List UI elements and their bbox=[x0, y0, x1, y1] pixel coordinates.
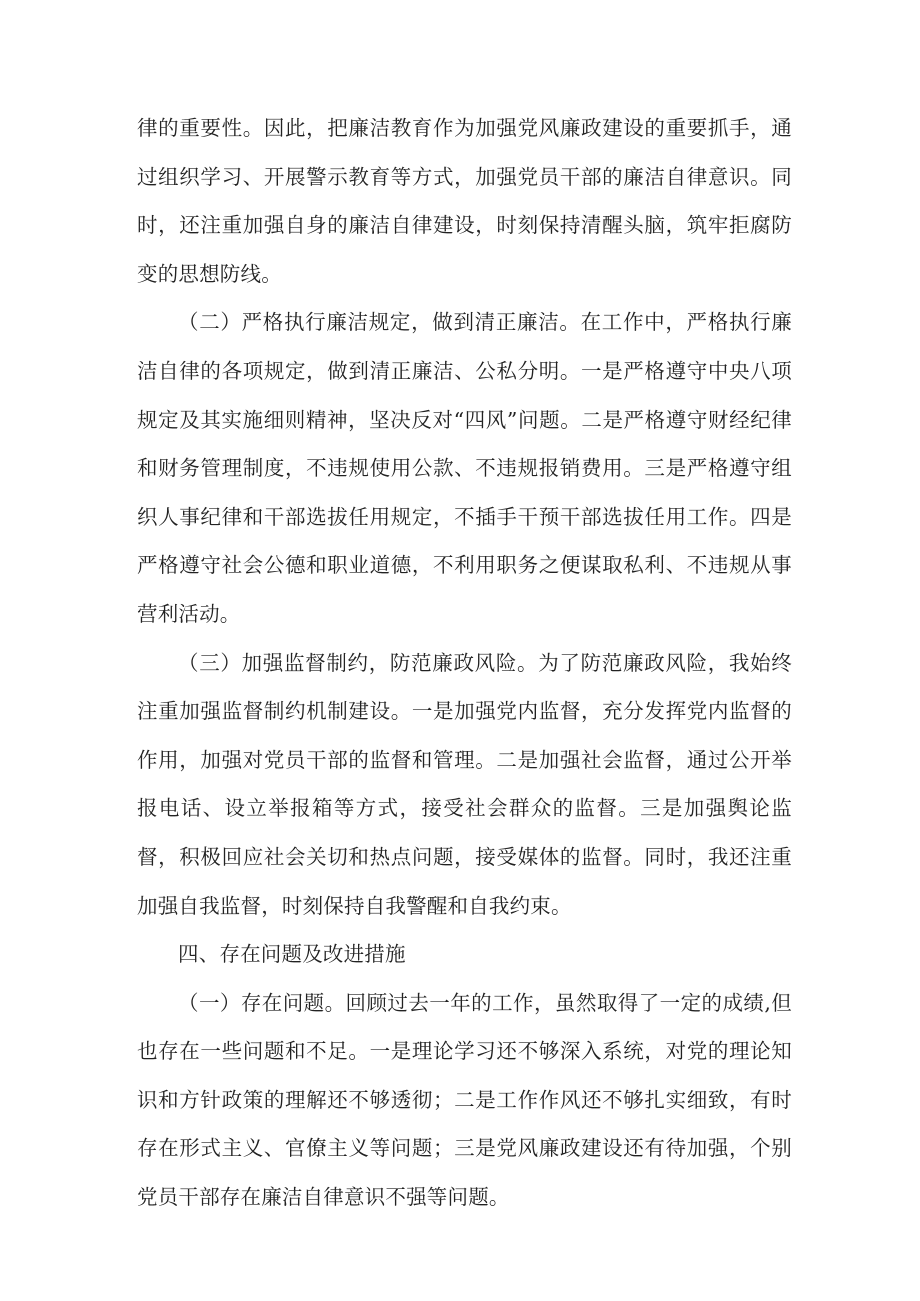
paragraph-existing-problems: （一）存在问题。回顾过去一年的工作，虽然取得了一定的成绩,但也存在一些问题和不足。一是理论学习还不够深入系统，对党的理论知识和方针政策的理解还不够透彻；二是工作作风还不够扎实细致，有时存在形式主义、官僚主义等问题；三是党风廉政建设还有待加强，个别党员干部存在廉洁自律意识不强等问题。 bbox=[137, 990, 792, 1210]
section-heading-problems-and-measures: 四、存在问题及改进措施 bbox=[178, 942, 406, 967]
paragraph-section-2-clean-government-rules: （二）严格执行廉洁规定，做到清正廉洁。在工作中，严格执行廉洁自律的各项规定，做到清正廉洁、公私分明。一是严格遵守中央八项规定及其实施细则精神，坚决反对“四风”问题。二是严格遵守财经纪律和财务管理制度，不违规使用公款、不违规报销费用。三是严格遵守组织人事纪律和干部选拔任用规定，不插手干预干部选拔任用工作。四是严格遵守社会公德和职业道德，不利用职务之便谋取私利、不违规从事营利活动。 bbox=[137, 310, 792, 626]
document-body bbox=[137, 104, 792, 1222]
paragraph-continuation: 律的重要性。因此，把廉洁教育作为加强党风廉政建设的重要抓手，通过组织学习、开展警示教育等方式，加强党员干部的廉洁自律意识。同时，还注重加强自身的廉洁自律建设，时刻保持清醒头脑，筑牢拒腐防变的思想防线。 bbox=[137, 116, 792, 286]
paragraph-section-3-supervision: （三）加强监督制约，防范廉政风险。为了防范廉政风险，我始终注重加强监督制约机制建设。一是加强党内监督，充分发挥党内监督的作用，加强对党员干部的监督和管理。二是加强社会监督，通过公开举报电话、设立举报箱等方式，接受社会群众的监督。三是加强舆论监督，积极回应社会关切和热点问题，接受媒体的监督。同时，我还注重加强自我监督，时刻保持自我警醒和自我约束。 bbox=[137, 650, 792, 918]
